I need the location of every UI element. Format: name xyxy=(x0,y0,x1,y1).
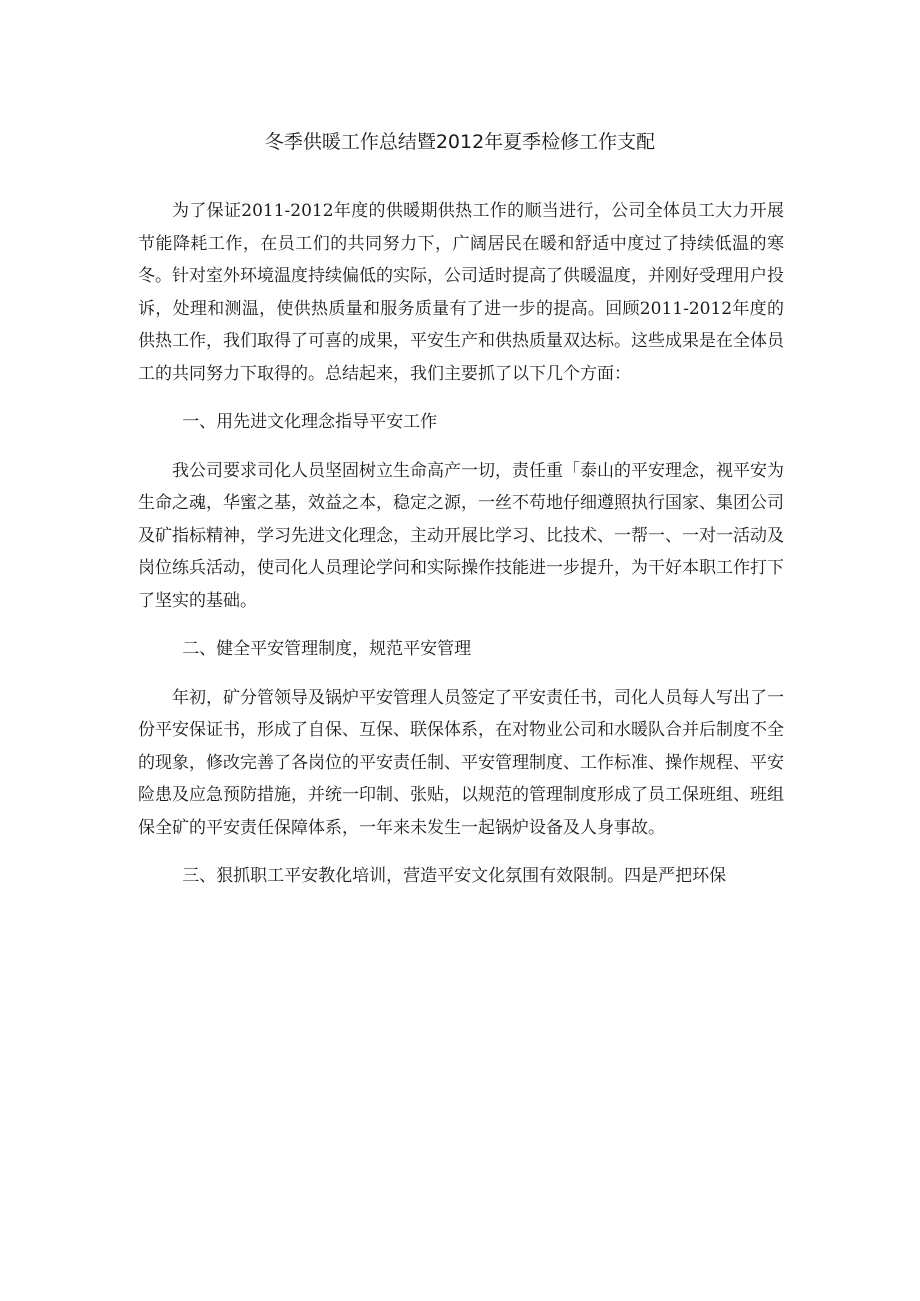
paragraph-gap xyxy=(138,617,784,633)
paragraph-gap xyxy=(138,439,784,455)
section-1-paragraph: 我公司要求司化人员坚固树立生命高产一切，责任重「泰山的平安理念，视平安为生命之魂，华蜜之基，效益之本，稳定之源，一丝不苟地仔细遵照执行国家、集团公司及矿指标精神，学习先进文化理念，主动开展比学习、比技术、一帮一、一对一活动及岗位练兵活动，使司化人员理论学问和实际操作技能进一步提升，为干好本职工作打下了坚实的基础。 xyxy=(138,460,784,611)
intro-paragraph: 为了保证2011-2012年度的供暖期供热工作的顺当进行，公司全体员工大力开展节能降耗工作，在员工们的共同努力下，广阔居民在暖和舒适中度过了持续低温的寒冬。针对室外环境温度持续偏低的实际，公司适时提高了供暖温度，并刚好受理用户投诉，处理和测温，使供热质量和服务质量有了进一步的提高。回顾2011-2012年度的供热工作，我们取得了可喜的成果，平安生产和供热质量双达标。这些成果是在全体员工的共同努力下取得的。总结起来，我们主要抓了以下几个方面： xyxy=(138,201,784,384)
paragraph-gap xyxy=(138,844,784,860)
document-title: 冬季供暖工作总结暨2012年夏季检修工作支配 xyxy=(264,131,656,153)
section-2-paragraph: 年初，矿分管领导及锅炉平安管理人员签定了平安责任书，司化人员每人写出了一份平安保证书，形成了自保、互保、联保体系，在对物业公司和水暖队合并后制度不全的现象，修改完善了各岗位的平安责任制、平安管理制度、工作标准、操作规程、平安险患及应急预防措施，并统一印制、张贴，以规范的管理制度形成了员工保班组、班组保全矿的平安责任保障体系，一年来未发生一起锅炉设备及人身事故。 xyxy=(138,687,784,838)
paragraph-gap xyxy=(138,666,784,682)
section-heading-2: 二、健全平安管理制度，规范平安管理 xyxy=(182,639,472,659)
document-body xyxy=(138,195,784,893)
section-heading-3: 三、狠抓职工平安教化培训，营造平安文化氛围有效限制。四是严把环保 xyxy=(182,866,727,886)
section-heading-1: 一、用先进文化理念指导平安工作 xyxy=(182,412,438,432)
paragraph-gap xyxy=(138,390,784,406)
